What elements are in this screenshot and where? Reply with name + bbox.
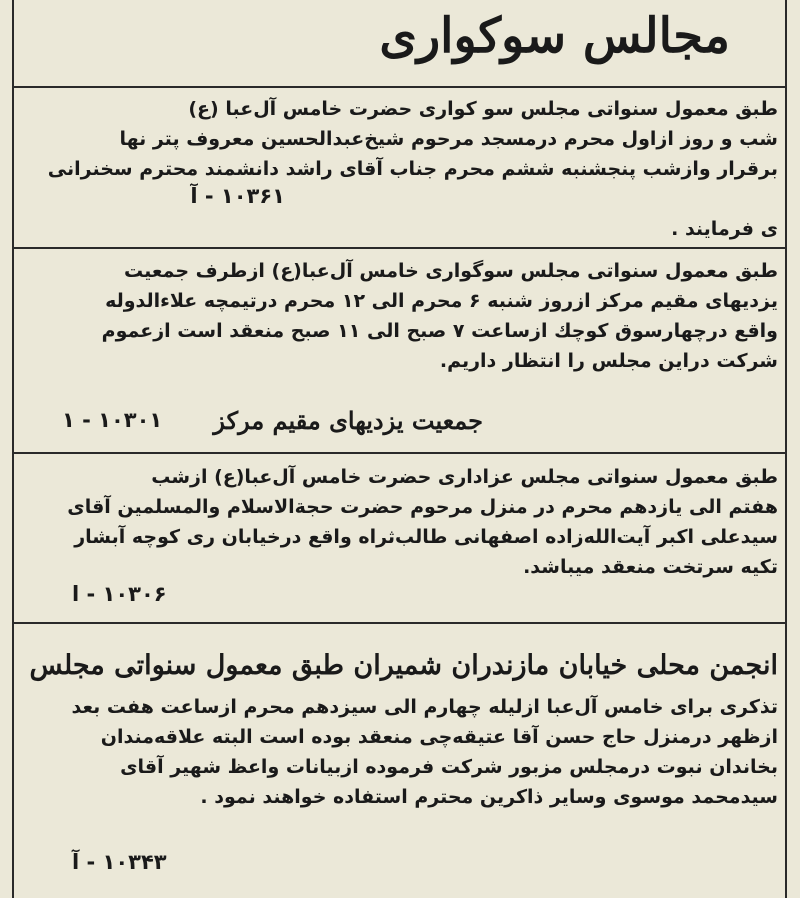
notice-line: واقع درچهارسوق کوچك ازساعت ۷ صبح الی ۱۱ صبح منعقد است ازعموم xyxy=(101,320,778,342)
notice-line: طبق معمول سنواتی مجلس عزاداری حضرت خامس آل‌عبا(ع) ازشب xyxy=(151,466,778,488)
notice-line: هفتم الی یازدهم محرم در منزل مرحوم حضرت حجة‌الاسلام والمسلمین آقای xyxy=(67,496,778,518)
notice-line: تکیه سرتخت منعقد میباشد. xyxy=(523,556,778,578)
notice-1-code: آ - ۱۰۳۶۱ xyxy=(190,184,285,208)
left-column-rule xyxy=(12,0,14,898)
notice-3-code: ا - ۱۰۳۰۶ xyxy=(72,582,167,606)
notice-2-signature: جمعیت یزدیهای مقیم مرکز xyxy=(213,406,483,435)
title-divider xyxy=(12,86,787,88)
notice-divider xyxy=(12,622,787,624)
page-title: مجالس سوکواری xyxy=(379,8,730,64)
notice-line: شرکت دراین مجلس را انتظار داریم. xyxy=(439,350,778,372)
notice-line: بخاندان نبوت درمجلس مزبور شرکت فرموده ازبیانات واعظ شهیر آقای xyxy=(120,756,778,778)
notice-line: ازظهر درمنزل حاج حسن آقا عتیقه‌چی منعقد بوده است البته علاقه‌مندان xyxy=(100,726,778,748)
notice-4-heading: انجمن محلی خیابان مازندران شمیران طبق معمول سنواتی مجلس xyxy=(29,650,778,681)
notice-2 xyxy=(22,256,778,376)
notice-4-code: آ - ۱۰۳۴۳ xyxy=(72,850,167,874)
notice-line: طبق معمول سنواتی مجلس سو کواری حضرت خامس آل‌عبا (ع) xyxy=(188,98,778,120)
notice-line: تذکری برای خامس آل‌عبا ازلیله چهارم الی سیزدهم محرم ازساعت هفت بعد xyxy=(71,696,778,718)
notice-divider xyxy=(12,247,787,249)
notice-line: شب و روز ازاول محرم درمسجد مرحوم شیخ‌عبدالحسین معروف پتر ‌نها xyxy=(119,128,778,150)
notice-2-code: ۱ - ۱۰۳۰۱ xyxy=(62,408,163,432)
notice-2-footer xyxy=(22,406,778,440)
notice-line: سیدعلی اکبر آیت‌الله‌زاده اصفهانی طالب‌ثراه واقع درخیابان ری کوچه آبشار xyxy=(74,526,778,548)
notice-3 xyxy=(22,462,778,582)
notice-line: برقرار وازشب پنجشنبه ششم محرم جناب آقای راشد دانشمند محترم سخنرانی xyxy=(47,158,778,180)
right-column-rule xyxy=(785,0,787,898)
notice-line: ی فرمایند . xyxy=(671,218,778,240)
notice-line: سیدمحمد موسوی وسایر ذاکرین محترم استفاده خواهند نمود . xyxy=(200,786,778,808)
notice-line: یزدیهای مقیم مرکز ازروز شنبه ۶ محرم الی ۱۲ محرم درتیمچه علاءالدوله xyxy=(105,290,778,312)
notice-4 xyxy=(22,646,778,812)
notice-1 xyxy=(22,94,778,214)
notice-line: طبق معمول سنواتی مجلس سو‌گواری خامس آل‌عبا(ع) ازطرف جمعیت xyxy=(124,260,778,282)
notice-divider xyxy=(12,452,787,454)
